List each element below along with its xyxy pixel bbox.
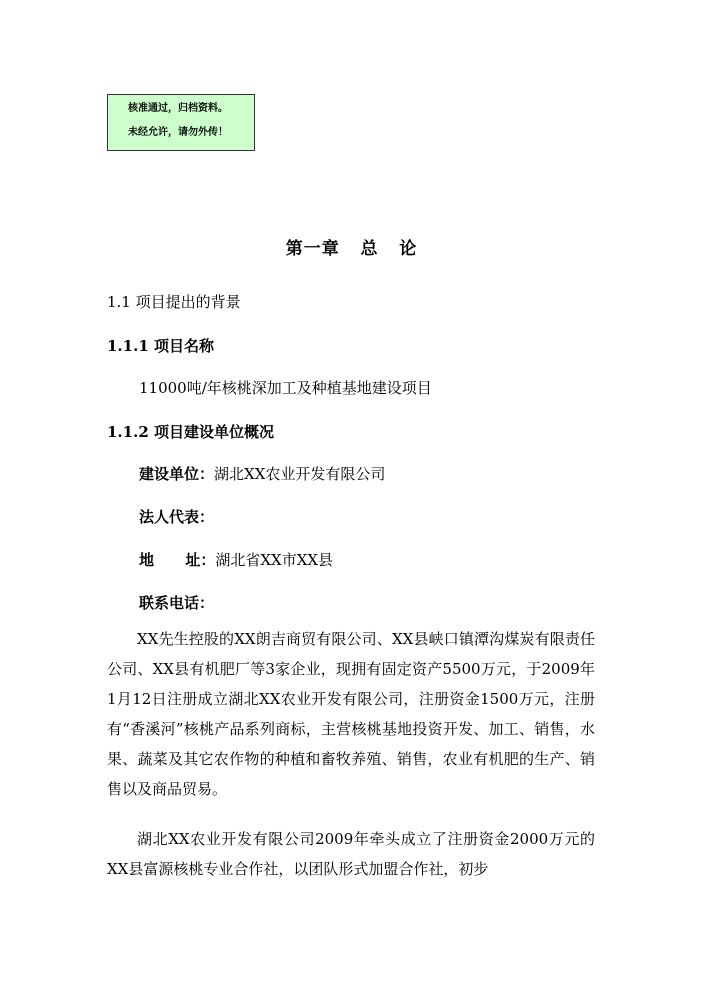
- approval-notice-box: [107, 94, 255, 151]
- project-name-text: 11000吨/年核桃深加工及种植基地建设项目: [139, 379, 432, 397]
- phone-label: 联系电话：: [139, 594, 215, 612]
- section-heading-1-1-2: 1.1.2 项目建设单位概况: [107, 423, 274, 441]
- cooperative-paragraph: 湖北XX农业开发有限公司2009年牵头成立了注册资金2000万元的XX县富源核桃专业合作社，以团队形式加盟合作社，初步: [107, 830, 595, 878]
- section-heading-1-1-1: 1.1.1 项目名称: [107, 337, 214, 355]
- section-heading-1-1: 1.1 项目提出的背景: [107, 293, 241, 311]
- notice-line-confidential: 未经允许，请勿外传！: [128, 127, 228, 138]
- company-overview-paragraph: XX先生控股的XX朗吉商贸有限公司、XX县峡口镇潭沟煤炭有限责任公司、XX县有机肥厂等3家企业，现拥有固定资产5500万元，于2009年1月12日注册成立湖北XX农业开发有限公司，注册资金1500万元，注册有“香溪河”核桃产品系列商标，主营核桃基地投资开发、加工、销售，水果、蔬菜及其它农作物的种植和畜牧养殖、销售，农业有机肥的生产、销售以及商品贸易。: [107, 630, 595, 798]
- address-row: [139, 551, 333, 569]
- builder-row: [139, 465, 385, 483]
- address-label: 地 址：: [139, 551, 216, 569]
- builder-value: 湖北XX农业开发有限公司: [214, 465, 386, 483]
- legal-rep-row: [139, 508, 214, 526]
- address-value: 湖北省XX市XX县: [215, 551, 334, 569]
- chapter-title: 第一章 总 论: [285, 239, 418, 259]
- builder-label: 建设单位：: [139, 465, 215, 483]
- notice-line-approved: 核准通过，归档资料。: [128, 103, 228, 114]
- legal-rep-label: 法人代表：: [139, 508, 215, 526]
- phone-row: [139, 594, 214, 612]
